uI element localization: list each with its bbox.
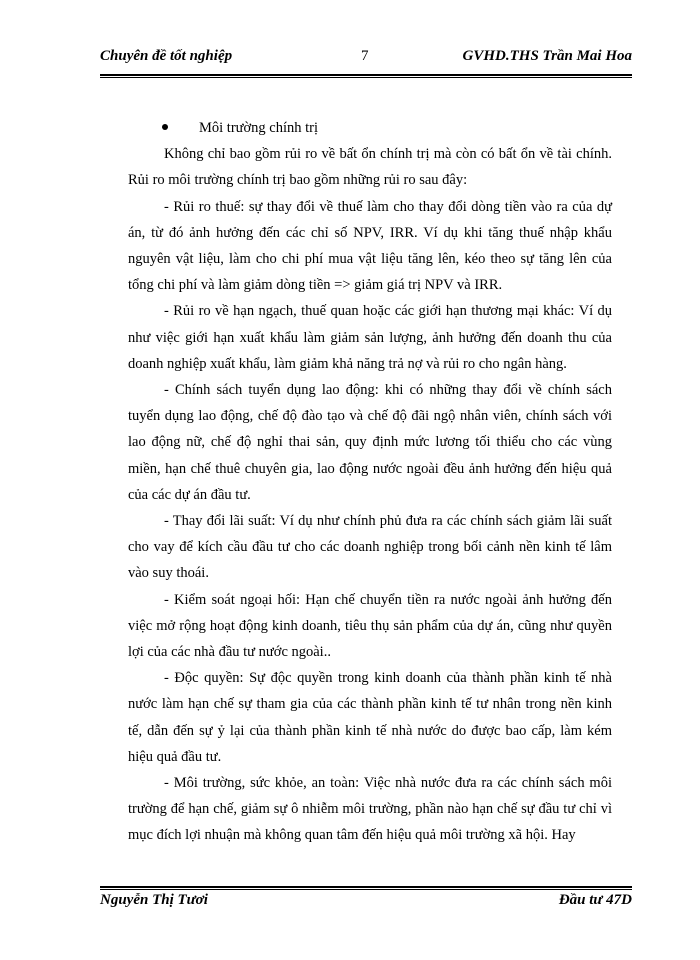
paragraph: Không chỉ bao gồm rủi ro về bất ổn chính trị mà còn có bất ổn về tài chính. Rủi ro môi trường chính trị bao gồm những rủi ro sau đây: bbox=[128, 146, 612, 189]
page-number: 7 bbox=[361, 48, 369, 64]
footer-class: Đầu tư 47D bbox=[558, 892, 632, 908]
paragraph: - Chính sách tuyển dụng lao động: khi có những thay đổi về chính sách tuyển dụng lao động, chế độ đào tạo và chế độ đãi ngộ nhân viên, chính sách với lao động nữ, chế độ nghỉ thai sản, quy định mức lương tối thiểu cho các vùng miền, hạn chế thuê chuyên gia, lao động nước ngoài đều ảnh hưởng đến hiệu quả của các dự án đầu tư. bbox=[128, 382, 612, 503]
bullet-heading-text: Môi trường chính trị bbox=[199, 120, 319, 136]
paragraph: - Môi trường, sức khỏe, an toàn: Việc nhà nước đưa ra các chính sách môi trường để hạn chế, giảm sự ô nhiễm môi trường, phần nào hạn chế sự đầu tư chỉ vì mục đích lợi nhuận mà không quan tâm đến hiệu quả môi trường xã hội. Hay bbox=[128, 775, 612, 844]
bullet-icon bbox=[162, 124, 168, 130]
paragraph: - Kiểm soát ngoại hối: Hạn chế chuyển tiền ra nước ngoài ảnh hưởng đến việc mở rộng hoạt động kinh doanh, tiêu thụ sản phẩm của dự án, cũng như quyền lợi của các nhà đầu tư nước ngoài.. bbox=[128, 591, 612, 661]
page-header bbox=[100, 48, 632, 72]
header-rule bbox=[100, 74, 632, 76]
header-title: Chuyên đề tốt nghiệp bbox=[100, 48, 233, 64]
header-supervisor: GVHD.THS Trần Mai Hoa bbox=[462, 48, 632, 64]
document-body bbox=[128, 115, 612, 849]
paragraph: - Rủi ro thuế: sự thay đổi về thuế làm cho thay đổi dòng tiền vào ra của dự án, từ đó ảnh hưởng đến các chỉ số NPV, IRR. Ví dụ khi tăng thuế nhập khẩu nguyên vật liệu, làm cho chi phí mua vật liệu tăng lên, kéo theo sự tăng lên của tổng chi phí và làm giảm dòng tiền => giảm giá trị NPV và IRR. bbox=[128, 198, 612, 294]
bullet-heading bbox=[128, 115, 612, 141]
footer-author: Nguyễn Thị Tươi bbox=[100, 892, 208, 908]
paragraph: - Thay đổi lãi suất: Ví dụ như chính phủ đưa ra các chính sách giảm lãi suất cho vay để kích cầu đầu tư cho các doanh nghiệp trong bối cảnh nền kinh tế lâm vào suy thoái. bbox=[128, 513, 612, 582]
paragraph: - Rủi ro về hạn ngạch, thuế quan hoặc các giới hạn thương mại khác: Ví dụ như việc giới hạn xuất khẩu làm giảm sản lượng, ảnh hưởng đến doanh thu của doanh nghiệp xuất khẩu, làm giảm khả năng trả nợ và rủi ro cho ngân hàng. bbox=[128, 303, 612, 372]
paragraph: - Độc quyền: Sự độc quyền trong kinh doanh của thành phần kinh tế nhà nước làm hạn chế sự tham gia của các thành phần kinh tế tư nhân trong nền kinh tế, dẫn đến sự ỷ lại của thành phần kinh tế nhà nước do được bao cấp, làm kém hiệu quả đầu tư. bbox=[128, 670, 612, 765]
footer-rule bbox=[100, 886, 632, 888]
